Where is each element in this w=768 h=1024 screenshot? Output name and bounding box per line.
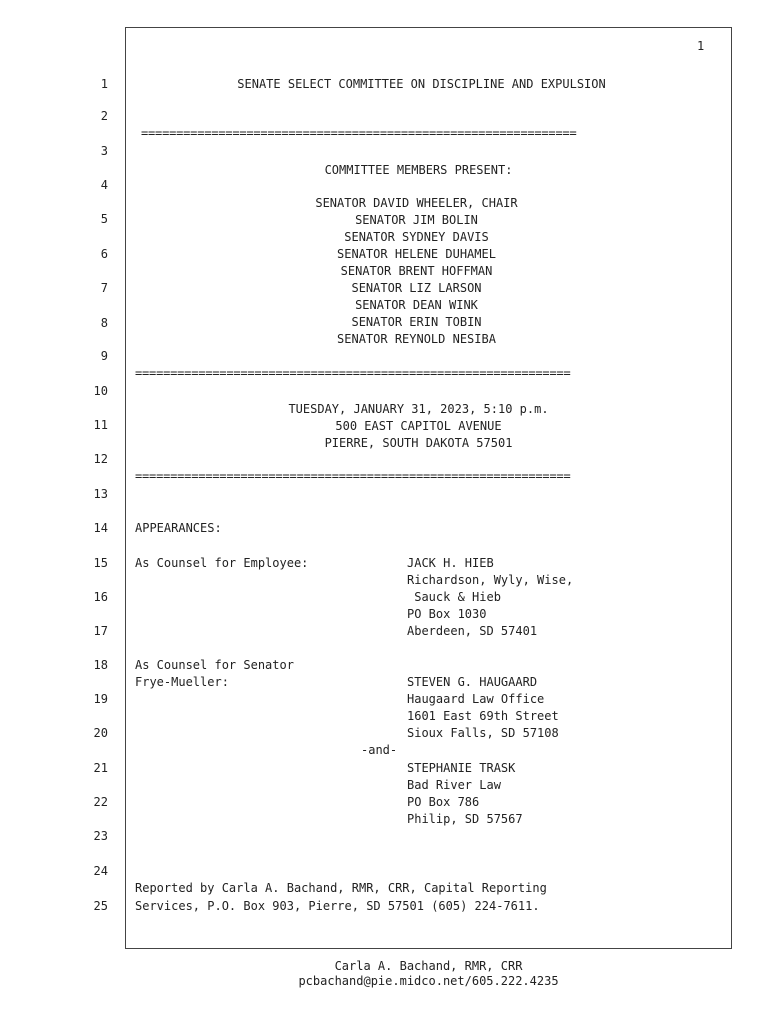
reporter-line: Services, P.O. Box 903, Pierre, SD 57501 (605) 224-7611.: [135, 899, 540, 913]
counsel-firm: Haugaard Law Office: [407, 692, 545, 706]
member-name: SENATOR DAVID WHEELER, CHAIR: [315, 196, 518, 210]
line-number: 12: [93, 452, 108, 466]
line-number: 20: [93, 726, 108, 740]
line-number: 23: [93, 829, 108, 843]
counsel-address: Philip, SD 57567: [407, 812, 523, 826]
line-number: 18: [93, 658, 108, 672]
line-number: 8: [100, 316, 108, 330]
line-number: 9: [100, 349, 108, 363]
page-number: 1: [697, 39, 705, 53]
footer-reporter: Carla A. Bachand, RMR, CRR: [334, 959, 523, 973]
counsel-address: PO Box 786: [407, 795, 480, 809]
separator-rule: ==============================================================: [141, 126, 577, 140]
footer-contact: pcbachand@pie.midco.net/605.222.4235: [298, 974, 559, 988]
line-number: 11: [93, 418, 108, 432]
line-number: 25: [93, 899, 108, 913]
counsel-label: Frye-Mueller:: [135, 675, 229, 689]
counsel-name: STEVEN G. HAUGAARD: [407, 675, 538, 689]
line-number: 19: [93, 692, 108, 706]
separator-rule: ==============================================================: [135, 366, 571, 380]
line-number: 6: [100, 247, 108, 261]
reporter-line: Reported by Carla A. Bachand, RMR, CRR, Capital Reporting: [135, 881, 547, 895]
line-number: 2: [100, 109, 108, 123]
counsel-name: JACK H. HIEB: [407, 556, 494, 570]
members-heading: COMMITTEE MEMBERS PRESENT:: [324, 163, 513, 177]
line-number: 16: [93, 590, 108, 604]
line-number: 17: [93, 624, 108, 638]
line-number: 15: [93, 556, 108, 570]
member-name: SENATOR SYDNEY DAVIS: [344, 230, 489, 244]
counsel-address: Aberdeen, SD 57401: [407, 624, 538, 638]
line-number: 5: [100, 212, 108, 226]
counsel-address: PO Box 1030: [407, 607, 487, 621]
line-number: 22: [93, 795, 108, 809]
hearing-date: TUESDAY, JANUARY 31, 2023, 5:10 p.m.: [288, 402, 549, 416]
counsel-name: STEPHANIE TRASK: [407, 761, 516, 775]
counsel-label: As Counsel for Employee:: [135, 556, 309, 570]
hearing-address: 500 EAST CAPITOL AVENUE: [335, 419, 502, 433]
separator-rule: ==============================================================: [135, 469, 571, 483]
line-number: 7: [100, 281, 108, 295]
counsel-firm: Richardson, Wyly, Wise,: [407, 573, 574, 587]
member-name: SENATOR ERIN TOBIN: [351, 315, 482, 329]
counsel-address: Sioux Falls, SD 57108: [407, 726, 559, 740]
counsel-address: 1601 East 69th Street: [407, 709, 559, 723]
member-name: SENATOR BRENT HOFFMAN: [340, 264, 493, 278]
line-number: 24: [93, 864, 108, 878]
and-separator: -and-: [361, 743, 398, 757]
counsel-firm: Bad River Law: [407, 778, 501, 792]
member-name: SENATOR LIZ LARSON: [351, 281, 482, 295]
appearances-heading: APPEARANCES:: [135, 521, 222, 535]
committee-title: SENATE SELECT COMMITTEE ON DISCIPLINE AND EXPULSION: [237, 77, 606, 91]
line-number: 13: [93, 487, 108, 501]
member-name: SENATOR DEAN WINK: [355, 298, 478, 312]
line-number: 1: [100, 77, 108, 91]
counsel-label: As Counsel for Senator: [135, 658, 294, 672]
line-number: 4: [100, 178, 108, 192]
line-number: 3: [100, 144, 108, 158]
hearing-city: PIERRE, SOUTH DAKOTA 57501: [324, 436, 513, 450]
member-name: SENATOR HELENE DUHAMEL: [337, 247, 496, 261]
member-name: SENATOR JIM BOLIN: [355, 213, 478, 227]
member-name: SENATOR REYNOLD NESIBA: [337, 332, 496, 346]
line-number: 10: [93, 384, 108, 398]
counsel-firm: Sauck & Hieb: [407, 590, 501, 604]
line-number: 14: [93, 521, 108, 535]
line-number: 21: [93, 761, 108, 775]
